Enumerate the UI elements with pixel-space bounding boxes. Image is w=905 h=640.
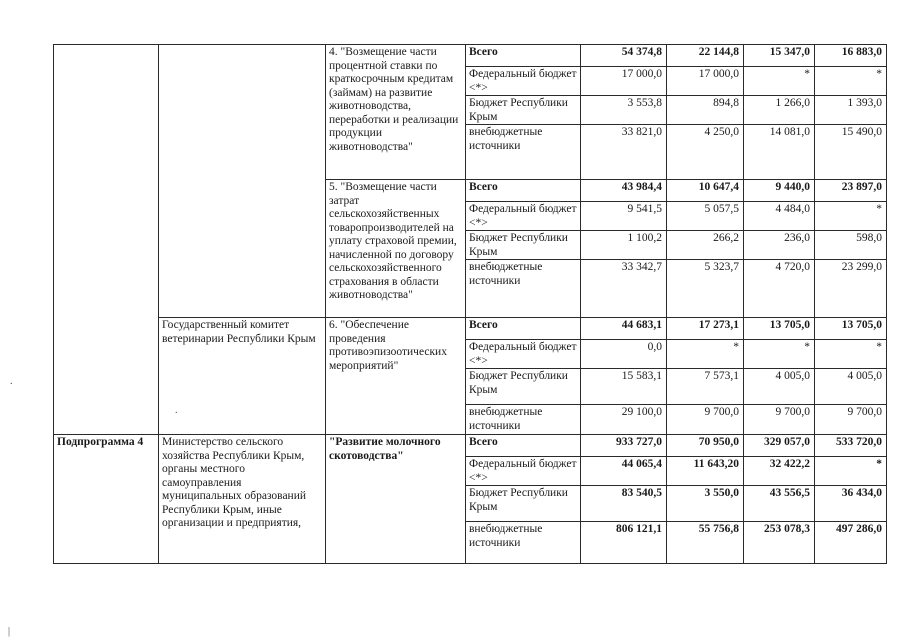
funding-source-cell: Бюджет Республики Крым [466,486,581,522]
funding-source-cell: Федеральный бюджет <*> [466,340,581,369]
amount-cell-2: 3 550,0 [667,486,744,522]
amount-cell-4: 1 393,0 [815,96,887,125]
program-cell: Подпрограмма 4 [54,435,159,564]
amount-cell-1: 3 553,8 [581,96,667,125]
amount-cell-4: 16 883,0 [815,45,887,67]
amount-cell-1: 9 541,5 [581,202,667,231]
amount-cell-2: 266,2 [667,231,744,260]
executor-cell: Министерство сельского хозяйства Республики Крым, органы местного самоуправления муниципальных образований Республики Крым, иные организации и предприятия, [159,435,326,564]
amount-cell-3: 32 422,2 [744,457,815,486]
funding-source-cell: внебюджетные источники [466,125,581,180]
funding-source-cell: Бюджет Республики Крым [466,96,581,125]
amount-cell-4: 533 720,0 [815,435,887,457]
amount-cell-1: 44 683,1 [581,318,667,340]
amount-cell-3: 9 700,0 [744,405,815,435]
amount-cell-2: 7 573,1 [667,369,744,405]
amount-cell-4: 4 005,0 [815,369,887,405]
amount-cell-2: 4 250,0 [667,125,744,180]
amount-cell-1: 806 121,1 [581,522,667,564]
amount-cell-4: 13 705,0 [815,318,887,340]
margin-mark: . [175,405,178,416]
funding-source-cell: Всего [466,45,581,67]
amount-cell-3: 13 705,0 [744,318,815,340]
amount-cell-1: 15 583,1 [581,369,667,405]
amount-cell-2: 17 000,0 [667,67,744,96]
budget-table [53,44,887,564]
amount-cell-3: 43 556,5 [744,486,815,522]
amount-cell-4: 598,0 [815,231,887,260]
funding-source-cell: Федеральный бюджет <*> [466,67,581,96]
margin-mark: . [10,376,13,387]
amount-cell-1: 54 374,8 [581,45,667,67]
amount-cell-3: 4 484,0 [744,202,815,231]
amount-cell-1: 17 000,0 [581,67,667,96]
amount-cell-4: 23 299,0 [815,260,887,318]
program-cell [54,45,159,435]
amount-cell-2: 9 700,0 [667,405,744,435]
amount-cell-4: * [815,67,887,96]
amount-cell-4: 9 700,0 [815,405,887,435]
amount-cell-2: 55 756,8 [667,522,744,564]
executor-cell [159,45,326,318]
amount-cell-1: 83 540,5 [581,486,667,522]
amount-cell-3: 329 057,0 [744,435,815,457]
amount-cell-3: * [744,67,815,96]
funding-source-cell: внебюджетные источники [466,260,581,318]
funding-source-cell: Федеральный бюджет <*> [466,457,581,486]
executor-cell: Государственный комитет ветеринарии Республики Крым [159,318,326,435]
amount-cell-2: 22 144,8 [667,45,744,67]
amount-cell-1: 43 984,4 [581,180,667,202]
funding-source-cell: внебюджетные источники [466,522,581,564]
table-row [54,318,887,340]
amount-cell-4: 36 434,0 [815,486,887,522]
amount-cell-2: * [667,340,744,369]
amount-cell-1: 0,0 [581,340,667,369]
amount-cell-3: * [744,340,815,369]
funding-source-cell: Всего [466,435,581,457]
activity-cell: 4. "Возмещение части процентной ставки по краткосрочным кредитам (займам) на развитие животноводства, переработки и реализации продукции животноводства" [326,45,466,180]
amount-cell-3: 4 005,0 [744,369,815,405]
amount-cell-3: 14 081,0 [744,125,815,180]
amount-cell-3: 1 266,0 [744,96,815,125]
amount-cell-1: 1 100,2 [581,231,667,260]
amount-cell-4: 15 490,0 [815,125,887,180]
amount-cell-3: 15 347,0 [744,45,815,67]
funding-source-cell: Всего [466,318,581,340]
activity-cell: "Развитие молочного скотоводства" [326,435,466,564]
amount-cell-3: 9 440,0 [744,180,815,202]
amount-cell-3: 4 720,0 [744,260,815,318]
amount-cell-3: 253 078,3 [744,522,815,564]
amount-cell-4: * [815,202,887,231]
amount-cell-2: 17 273,1 [667,318,744,340]
amount-cell-3: 236,0 [744,231,815,260]
amount-cell-4: * [815,340,887,369]
amount-cell-2: 70 950,0 [667,435,744,457]
funding-source-cell: Бюджет Республики Крым [466,231,581,260]
amount-cell-2: 5 057,5 [667,202,744,231]
amount-cell-1: 33 821,0 [581,125,667,180]
funding-source-cell: внебюджетные источники [466,405,581,435]
amount-cell-1: 44 065,4 [581,457,667,486]
funding-source-cell: Бюджет Республики Крым [466,369,581,405]
amount-cell-1: 33 342,7 [581,260,667,318]
funding-source-cell: Федеральный бюджет <*> [466,202,581,231]
amount-cell-4: 23 897,0 [815,180,887,202]
amount-cell-2: 10 647,4 [667,180,744,202]
amount-cell-2: 5 323,7 [667,260,744,318]
amount-cell-1: 933 727,0 [581,435,667,457]
activity-cell: 6. "Обеспечение проведения противоэпизоотических мероприятий" [326,318,466,435]
activity-cell: 5. "Возмещение части затрат сельскохозяйственных товаропроизводителей на уплату страховой премии, начисленной по договору сельскохозяйственного страхования в области животноводства" [326,180,466,318]
table-row [54,45,887,67]
funding-source-cell: Всего [466,180,581,202]
amount-cell-2: 894,8 [667,96,744,125]
amount-cell-4: * [815,457,887,486]
amount-cell-2: 11 643,20 [667,457,744,486]
table-row [54,435,887,457]
amount-cell-4: 497 286,0 [815,522,887,564]
amount-cell-1: 29 100,0 [581,405,667,435]
footer-mark: | [8,626,11,637]
